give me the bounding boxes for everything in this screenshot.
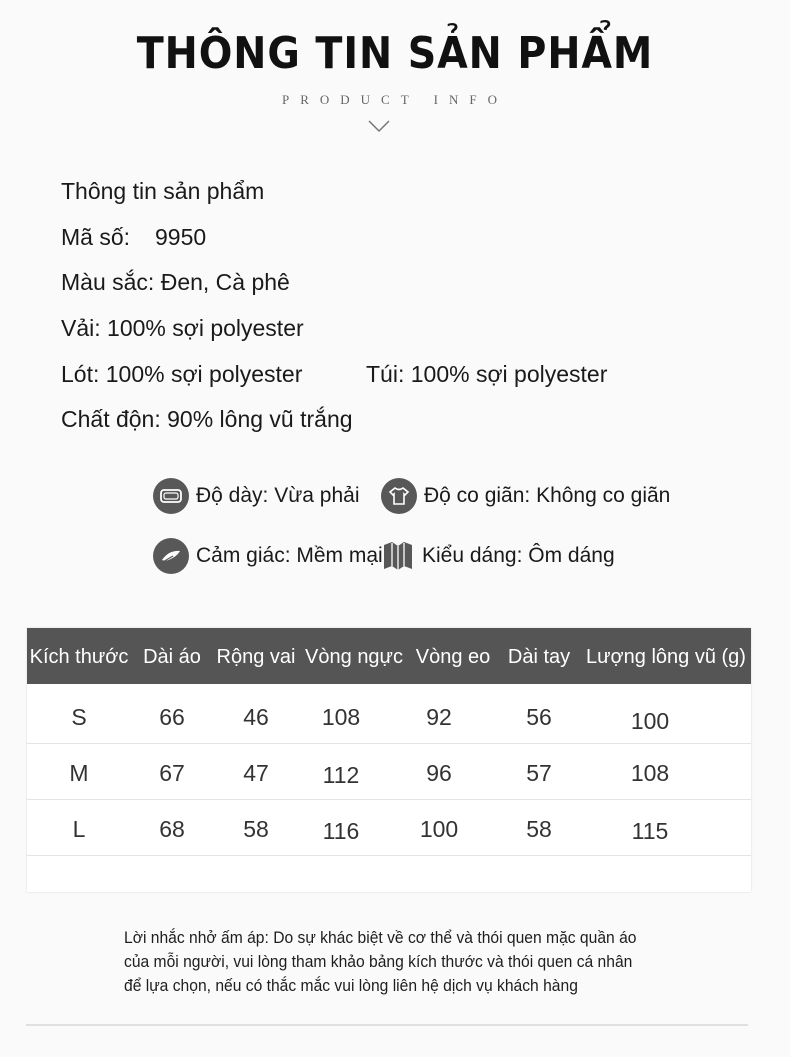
row-divider xyxy=(27,855,751,856)
info-code-value: 9950 xyxy=(155,224,207,250)
cell-length: 67 xyxy=(159,760,185,786)
header-shoulder: Rộng vai xyxy=(216,646,296,668)
cell-chest: 116 xyxy=(322,818,360,844)
info-color: Màu sắc: Đen, Cà phê xyxy=(61,269,290,295)
cell-sleeve: 58 xyxy=(526,816,552,842)
info-code-label: Mã số: xyxy=(61,224,131,250)
attr-fit-label: Kiểu dáng: Ôm dáng xyxy=(422,544,615,567)
page-subtitle: PRODUCT INFO xyxy=(281,92,509,107)
cell-waist: 96 xyxy=(426,760,452,786)
note-line: để lựa chọn, nếu có thắc mắc vui lòng liên hệ dịch vụ khách hàng xyxy=(124,976,578,995)
table-row xyxy=(27,744,751,800)
page-title: THÔNG TIN SẢN PHẨM xyxy=(136,28,654,79)
divider xyxy=(26,1024,748,1026)
attr-thickness-label: Độ dày: Vừa phải xyxy=(196,484,360,507)
header-waist: Vòng eo xyxy=(415,646,491,668)
note-line: Lời nhắc nhở ấm áp: Do sự khác biệt về cơ thể và thói quen mặc quần áo xyxy=(124,928,637,947)
attr-stretch xyxy=(381,478,670,514)
info-filling: Chất độn: 90% lông vũ trắng xyxy=(61,406,353,432)
info-heading: Thông tin sản phẩm xyxy=(61,178,265,204)
chevron-down-icon xyxy=(366,118,392,134)
attr-feel-label: Cảm giác: Mềm mại xyxy=(196,544,383,567)
cell-waist: 92 xyxy=(426,704,452,730)
tshirt-icon xyxy=(381,478,417,514)
cell-down-weight: 115 xyxy=(631,818,669,844)
cell-size: M xyxy=(69,760,89,786)
header-length: Dài áo xyxy=(143,646,201,668)
info-pocket: Túi: 100% sợi polyester xyxy=(366,361,608,387)
attr-stretch-label: Độ co giãn: Không co giãn xyxy=(424,484,671,507)
cell-sleeve: 56 xyxy=(526,704,552,730)
attr-thickness xyxy=(153,478,360,514)
info-fabric: Vải: 100% sợi polyester xyxy=(61,315,304,341)
note-line: của mỗi người, vui lòng tham khảo bảng kích thước và thói quen cá nhân xyxy=(124,952,633,971)
attr-fit xyxy=(381,538,615,574)
info-lining: Lót: 100% sợi polyester xyxy=(61,361,303,387)
cell-length: 66 xyxy=(159,704,185,730)
table-row xyxy=(27,688,751,744)
feather-icon xyxy=(153,538,189,574)
cell-sleeve: 57 xyxy=(526,760,552,786)
header-sleeve: Dài tay xyxy=(507,646,571,668)
size-table xyxy=(27,628,751,892)
cell-length: 68 xyxy=(159,816,185,842)
header-down-weight: Lượng lông vũ (g) xyxy=(586,646,746,668)
cell-shoulder: 58 xyxy=(243,816,269,842)
thickness-icon xyxy=(153,478,189,514)
cell-shoulder: 46 xyxy=(243,704,269,730)
cell-chest: 108 xyxy=(321,704,361,730)
header-chest: Vòng ngực xyxy=(305,646,403,668)
cell-size: S xyxy=(71,704,87,730)
fit-icon xyxy=(381,538,415,574)
cell-chest: 112 xyxy=(322,762,360,788)
cell-shoulder: 47 xyxy=(243,760,269,786)
header-size: Kích thước xyxy=(29,646,129,668)
size-table-header xyxy=(27,628,751,684)
cell-down-weight: 100 xyxy=(630,708,670,734)
cell-waist: 100 xyxy=(419,816,459,842)
table-row xyxy=(27,800,751,856)
cell-down-weight: 108 xyxy=(630,760,670,786)
cell-size: L xyxy=(72,816,86,842)
reminder-note xyxy=(124,926,636,998)
attr-feel xyxy=(153,538,383,574)
